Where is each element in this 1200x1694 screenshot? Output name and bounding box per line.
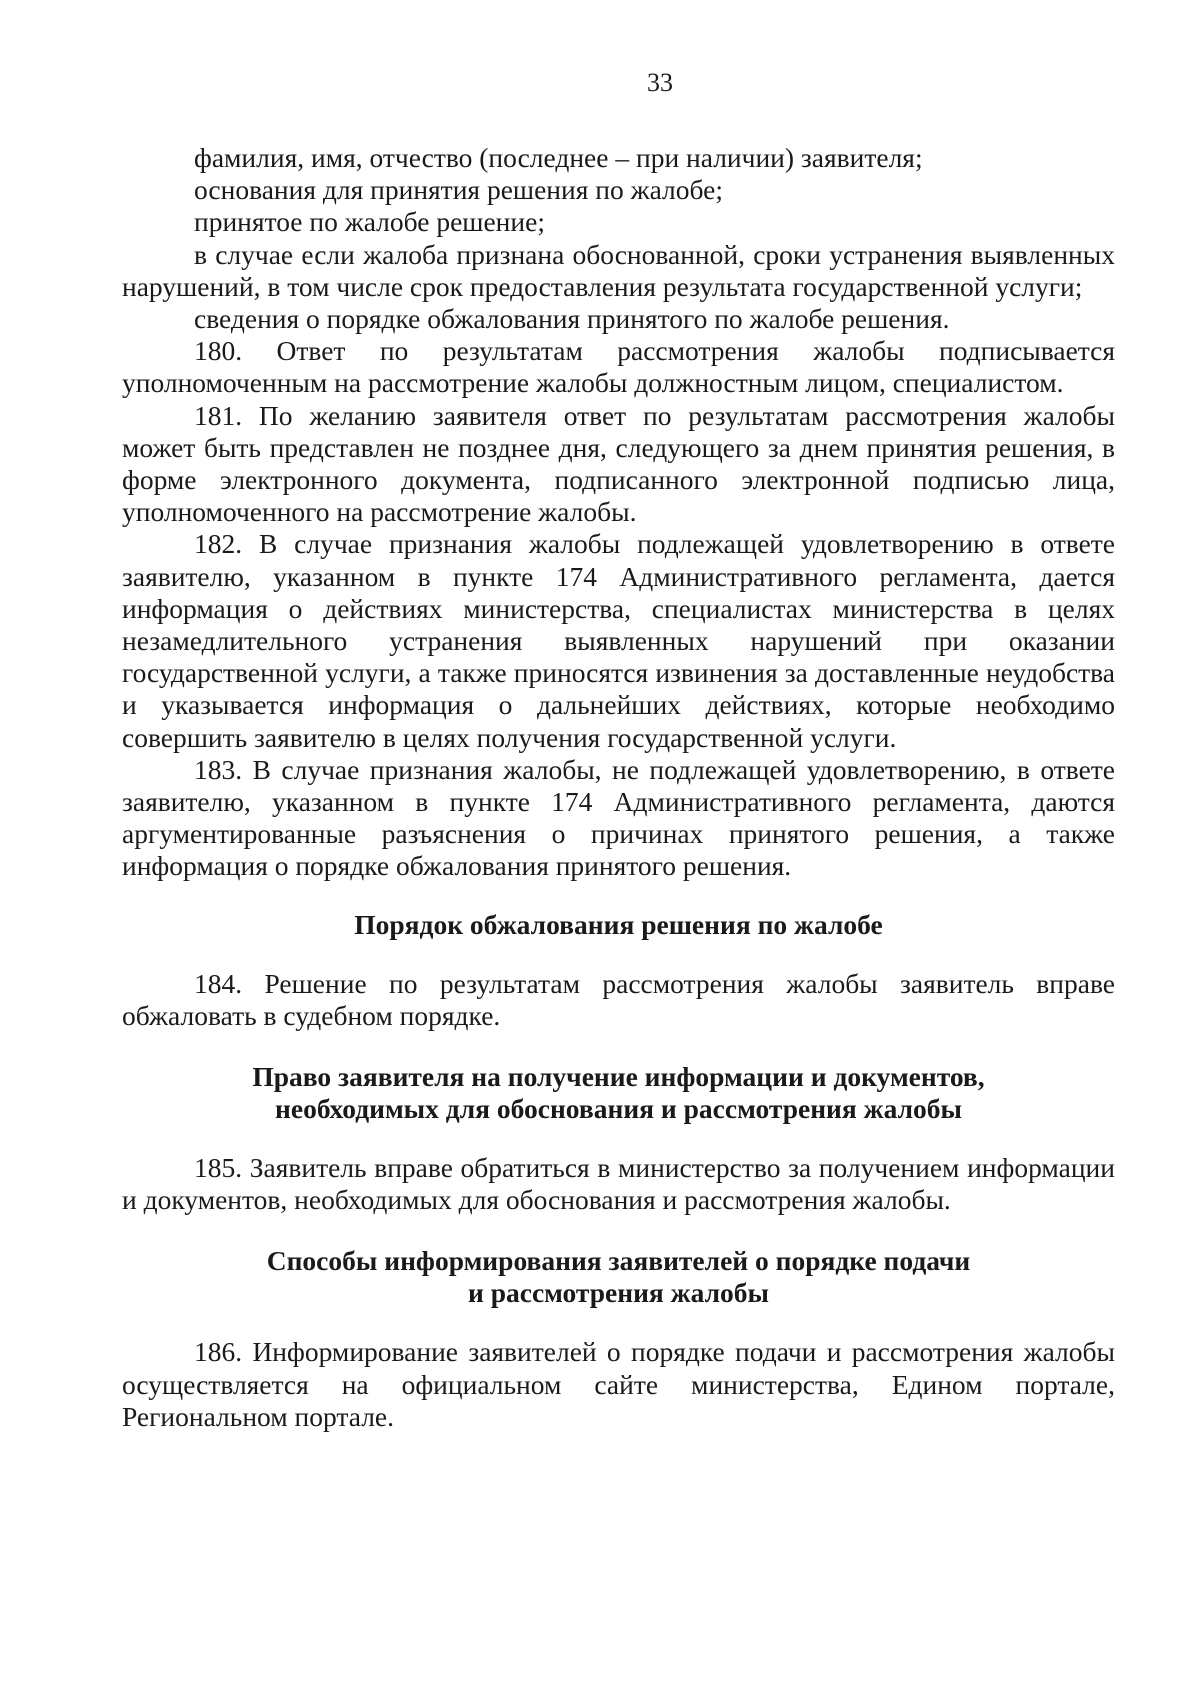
paragraph: в случае если жалоба признана обоснованной, сроки устранения выявленных нарушений, в том числе срок предоставления результата государственной услуги; <box>122 238 1115 302</box>
paragraph-181: 181. По желанию заявителя ответ по результатам рассмотрения жалобы может быть представлен не позднее дня, следующего за днем принятия решения, в форме электронного документа, подписанного электронной подписью лица, уполномоченного на рассмотрение жалобы. <box>122 399 1115 528</box>
section-heading-rights <box>122 1061 1115 1125</box>
heading-line: необходимых для обоснования и рассмотрения жалобы <box>275 1093 962 1125</box>
heading-line: Способы информирования заявителей о порядке подачи <box>266 1245 971 1277</box>
paragraph-180: 180. Ответ по результатам рассмотрения жалобы подписывается уполномоченным на рассмотрение жалобы должностным лицом, специалистом. <box>122 335 1115 399</box>
paragraph-186: 186. Информирование заявителей о порядке подачи и рассмотрения жалобы осуществляется на официальном сайте министерства, Едином портале, Региональном портале. <box>122 1336 1115 1432</box>
paragraph: основания для принятия решения по жалобе; <box>194 174 723 206</box>
document-body <box>122 142 1115 1433</box>
section-heading-informing <box>122 1245 1115 1309</box>
page-number: 33 <box>647 68 673 97</box>
paragraph: принятое по жалобе решение; <box>194 206 545 238</box>
paragraph-183: 183. В случае признания жалобы, не подлежащей удовлетворению, в ответе заявителю, указанном в пункте 174 Административного регламента, даются аргументированные разъяснения о причинах принятого решения, а также информация о порядке обжалования принятого решения. <box>122 753 1115 882</box>
heading-line: Право заявителя на получение информации и документов, <box>252 1061 985 1093</box>
heading-line: и рассмотрения жалобы <box>467 1277 770 1309</box>
paragraph-185: 185. Заявитель вправе обратиться в министерство за получением информации и документов, необходимых для обоснования и рассмотрения жалобы. <box>122 1152 1115 1216</box>
paragraph-184: 184. Решение по результатам рассмотрения жалобы заявитель вправе обжаловать в судебном порядке. <box>122 967 1115 1031</box>
paragraph: сведения о порядке обжалования принятого по жалобе решения. <box>194 303 950 335</box>
section-heading-appeal: Порядок обжалования решения по жалобе <box>354 908 883 940</box>
paragraph: фамилия, имя, отчество (последнее – при наличии) заявителя; <box>194 142 923 173</box>
paragraph-182: 182. В случае признания жалобы подлежащей удовлетворению в ответе заявителю, указанном в пункте 174 Административного регламента, дается информация о действиях министерства, специалистах министерства в целях незамедлительного устранения выявленных нарушений при оказании государственной услуги, а также приносятся извинения за доставленные неудобства и указывается информация о дальнейших действиях, которые необходимо совершить заявителю в целях получения государственной услуги. <box>122 528 1115 753</box>
